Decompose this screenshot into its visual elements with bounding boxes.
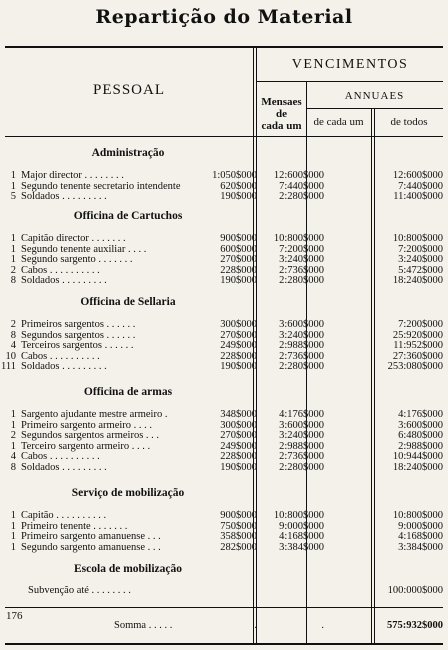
row-label: Segundo tenente auxiliar . . . . xyxy=(21,243,147,255)
somma-label: Somma . . . . . xyxy=(114,620,173,631)
annual-each: 2:280$000 xyxy=(279,462,324,473)
annual-each: 3:240$000 xyxy=(279,329,324,341)
annual-each: 2:988$000 xyxy=(279,440,324,452)
row-quantity: 1 xyxy=(10,520,16,532)
row-label: Segundos sargentos . . . . . . xyxy=(21,329,136,341)
pessoal-header: PESSOAL xyxy=(92,82,166,98)
annual-total: 3:600$000 xyxy=(398,419,443,431)
table-row xyxy=(0,585,448,597)
mensaes-line-2: de xyxy=(276,108,287,120)
annual-each: 3:384$000 xyxy=(279,541,324,553)
annual-total: 6:480$000 xyxy=(398,430,443,442)
row-label: Soldados . . . . . . . . . xyxy=(21,361,107,373)
monthly-each: 348$000 xyxy=(220,409,257,420)
monthly-each: 900$000 xyxy=(220,510,257,521)
monthly-each: 190$000 xyxy=(220,361,257,373)
row-quantity: 2 xyxy=(10,430,16,442)
monthly-each: 249$000 xyxy=(220,340,257,352)
de-todos-header: de todos xyxy=(390,116,428,128)
annual-total: 9:000$000 xyxy=(398,520,443,532)
monthly-each: 600$000 xyxy=(220,243,257,255)
annual-each: 7:440$000 xyxy=(279,180,324,192)
table-row xyxy=(0,542,448,554)
section-title: Officina de armas xyxy=(83,386,173,398)
row-label: Soldados . . . . . . . . . xyxy=(21,191,107,203)
annual-total: 5:472$000 xyxy=(398,264,443,276)
mensaes-line-1: Mensaes xyxy=(261,96,302,108)
row-label: Primeiros sargentos . . . . . . xyxy=(21,319,136,330)
monthly-each: 900$000 xyxy=(220,233,257,244)
annual-total: 11:952$000 xyxy=(393,340,443,352)
annual-each: 10:800$000 xyxy=(273,510,324,521)
section-title: Officina de Cartuchos xyxy=(73,210,183,222)
somma-row xyxy=(0,620,448,632)
annual-each: 12:600$000 xyxy=(273,170,324,181)
monthly-each: 228$000 xyxy=(220,350,257,362)
annual-each: 2:280$000 xyxy=(279,361,324,373)
section-title: Serviço de mobilização xyxy=(71,487,185,499)
annual-total: 10:944$000 xyxy=(392,451,443,463)
de-cada-um-header: de cada um xyxy=(313,116,364,128)
annual-total: 27:360$000 xyxy=(392,350,443,362)
row-label: Subvenção até . . . . . . . . xyxy=(28,585,131,596)
annual-each: 3:600$000 xyxy=(279,319,324,330)
row-quantity: 1 xyxy=(10,233,16,244)
somma-mensal: . xyxy=(254,620,257,631)
row-label: Capitão . . . . . . . . . . xyxy=(21,510,107,521)
annual-each: 3:240$000 xyxy=(279,430,324,442)
row-quantity: 4 xyxy=(10,340,16,352)
monthly-each: 300$000 xyxy=(220,319,257,330)
row-label: Segundo sargento amanuense . . . xyxy=(21,541,161,553)
row-label: Segundos sargentos armeiros . . . xyxy=(21,430,160,442)
annual-each: 4:176$000 xyxy=(279,409,324,420)
annual-total: 18:240$000 xyxy=(392,462,443,473)
row-quantity: 1 xyxy=(10,243,16,255)
annual-total: 3:384$000 xyxy=(398,541,443,553)
annual-each: 2:736$000 xyxy=(279,350,324,362)
annual-each: 3:240$000 xyxy=(279,254,324,266)
page-title: Repartição do Material xyxy=(95,6,353,28)
row-quantity: 8 xyxy=(10,329,16,341)
annual-each: 7:200$000 xyxy=(279,243,324,255)
monthly-each: 270$000 xyxy=(220,254,257,266)
monthly-each: 190$000 xyxy=(220,275,257,287)
annual-total: 18:240$000 xyxy=(392,275,443,287)
monthly-each: 228$000 xyxy=(220,264,257,276)
monthly-each: 270$000 xyxy=(220,430,257,442)
row-label: Cabos . . . . . . . . . . xyxy=(21,264,100,276)
annual-total: 3:240$000 xyxy=(398,254,443,266)
annual-each: 2:280$000 xyxy=(279,191,324,203)
annual-total: 4:176$000 xyxy=(398,409,443,420)
annual-each: 9:000$000 xyxy=(279,520,324,532)
row-label: Primeiro tenente . . . . . . . xyxy=(21,520,128,532)
monthly-each: 282$000 xyxy=(220,541,257,553)
row-quantity: 1 xyxy=(10,170,16,181)
row-label: Capitão director . . . . . . . xyxy=(21,233,126,244)
row-label: Terceiros sargentos . . . . . . xyxy=(21,340,134,352)
row-label: Segundo sargento . . . . . . . xyxy=(21,254,133,266)
row-label: Soldados . . . . . . . . . xyxy=(21,462,107,473)
row-quantity: 4 xyxy=(10,451,16,463)
annual-total: 7:440$000 xyxy=(398,180,443,192)
annual-each: 4:168$000 xyxy=(279,531,324,543)
table-row xyxy=(0,462,448,474)
row-quantity: 2 xyxy=(10,264,16,276)
row-label: Soldados . . . . . . . . . xyxy=(21,275,107,287)
table-row xyxy=(0,275,448,287)
annual-each: 2:988$000 xyxy=(279,340,324,352)
annual-total: 253:080$000 xyxy=(387,361,443,373)
page-count: 176 xyxy=(6,610,23,622)
annual-total: 10:800$000 xyxy=(392,510,443,521)
section-title: Escola de mobilização xyxy=(74,563,182,575)
monthly-each: 750$000 xyxy=(220,520,257,532)
annual-total: 7:200$000 xyxy=(398,243,443,255)
row-label: Sargento ajudante mestre armeiro . xyxy=(21,409,168,420)
annuaes-header: ANNUAES xyxy=(344,90,405,102)
row-quantity: 111 xyxy=(1,361,16,373)
row-label: Cabos . . . . . . . . . . xyxy=(21,350,100,362)
row-quantity: 8 xyxy=(10,462,16,473)
annual-total: 7:200$000 xyxy=(398,319,443,330)
monthly-each: 249$000 xyxy=(220,440,257,452)
monthly-each: 190$000 xyxy=(220,462,257,473)
section-title: Administração xyxy=(91,147,165,159)
row-quantity: 8 xyxy=(10,275,16,287)
somma-total: 575:932$000 xyxy=(387,620,443,631)
annual-total: 10:800$000 xyxy=(392,233,443,244)
row-quantity: 5 xyxy=(10,191,16,203)
monthly-each: 228$000 xyxy=(220,451,257,463)
monthly-each: 270$000 xyxy=(220,329,257,341)
monthly-each: 358$000 xyxy=(220,531,257,543)
section-title: Officina de Sellaria xyxy=(80,296,176,308)
row-quantity: 1 xyxy=(10,510,16,521)
annual-each: 2:736$000 xyxy=(279,264,324,276)
annual-total: 100:000$000 xyxy=(387,585,443,596)
annual-total: 25:920$000 xyxy=(392,329,443,341)
monthly-each: 620$000 xyxy=(220,180,257,192)
row-quantity: 1 xyxy=(10,254,16,266)
annual-each: 10:800$000 xyxy=(273,233,324,244)
annual-total: 4:168$000 xyxy=(398,531,443,543)
row-quantity: 1 xyxy=(10,419,16,431)
table-row xyxy=(0,361,448,373)
row-quantity: 1 xyxy=(10,531,16,543)
annual-each: 3:600$000 xyxy=(279,419,324,431)
annual-each: 2:736$000 xyxy=(279,451,324,463)
monthly-each: 190$000 xyxy=(220,191,257,203)
monthly-each: 300$000 xyxy=(220,419,257,431)
mensaes-line-3: cada um xyxy=(261,120,302,132)
vencimentos-header: VENCIMENTOS xyxy=(291,57,409,72)
table-row xyxy=(0,191,448,203)
row-quantity: 1 xyxy=(10,440,16,452)
row-quantity: 1 xyxy=(10,180,16,192)
somma-annual: . xyxy=(321,620,324,631)
annual-each: 2:280$000 xyxy=(279,275,324,287)
row-label: Primeiro sargento armeiro . . . . xyxy=(21,419,153,431)
row-quantity: 1 xyxy=(10,541,16,553)
row-label: Cabos . . . . . . . . . . xyxy=(21,451,100,463)
row-quantity: 2 xyxy=(10,319,16,330)
row-label: Primeiro sargento amanuense . . . xyxy=(21,531,161,543)
row-label: Segundo tenente secretario intendente xyxy=(21,180,181,192)
monthly-each: 1:050$000 xyxy=(212,170,257,181)
row-label: Major director . . . . . . . . xyxy=(21,170,124,181)
row-label: Terceiro sargento armeiro . . . . xyxy=(21,440,151,452)
row-quantity: 1 xyxy=(10,409,16,420)
annual-total: 11:400$000 xyxy=(393,191,443,203)
annual-total: 12:600$000 xyxy=(392,170,443,181)
row-quantity: 10 xyxy=(5,350,16,362)
annual-total: 2:988$000 xyxy=(398,440,443,452)
